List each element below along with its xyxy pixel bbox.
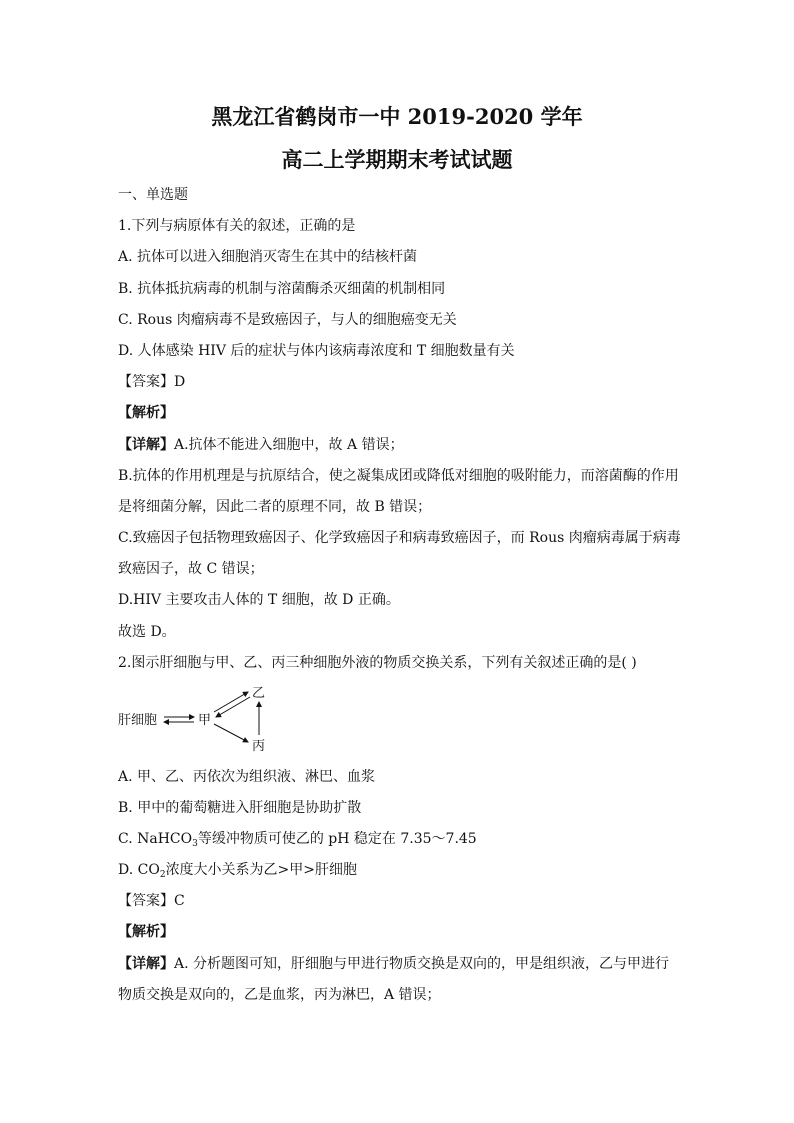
q2-detail-tag: 【详解】 [118,956,174,972]
q1-detail-b1: B.抗体的作用机理是与抗原结合，使之凝集成团或降低对细胞的吸附能力，而溶菌酶的作用 [118,468,679,484]
q2-option-b: B. 甲中的葡萄糖进入肝细胞是协助扩散 [118,800,362,816]
q2-analysis: 【解析】 [118,924,174,940]
q2-option-d-pre: D. CO [118,862,160,878]
q2-option-c-sub: 3 [192,839,198,849]
diagram-label-yi: 乙 [252,686,266,701]
q1-detail-d: D.HIV 主要攻击人体的 T 细胞，故 D 正确。 [118,592,400,608]
diagram-label-bing: 丙 [252,739,266,754]
diagram-label-jia: 甲 [198,713,212,728]
arrow-yi-to-jia [216,697,250,717]
q1-stem: 1.下列与病原体有关的叙述，正确的是 [118,218,356,234]
exchange-diagram [116,684,286,754]
arrow-jia-to-bing [214,724,248,742]
diagram-label-liver: 肝细胞 [118,713,158,728]
q1-option-c: C. Rous 肉瘤病毒不是致癌因子，与人的细胞癌变无关 [118,312,457,328]
q1-analysis: 【解析】 [118,405,174,421]
q2-stem: 2.图示肝细胞与甲、乙、丙三种细胞外液的物质交换关系，下列有关叙述正确的是( ) [118,655,637,671]
q2-option-d-sub: 2 [159,870,166,880]
q1-option-a: A. 抗体可以进入细胞消灭寄生在其中的结核杆菌 [118,249,418,265]
arrow-jia-to-yi [214,692,248,712]
q1-detail-b2: 是将细菌分解，因此二者的原理不同，故 B 错误； [118,499,432,515]
q2-option-a: A. 甲、乙、丙依次为组织液、淋巴、血浆 [118,769,376,785]
q1-detail-tag: 【详解】 [118,437,174,453]
q1-option-d: D. 人体感染 HIV 后的症状与体内该病毒浓度和 T 细胞数量有关 [118,343,515,359]
q2-detail-2: 物质交换是双向的，乙是血浆，丙为淋巴，A 错误； [118,987,441,1003]
q2-option-c-pre: C. NaHCO [118,831,193,847]
q2-answer: 【答案】C [118,893,185,909]
section-heading: 一、单选题 [118,187,188,203]
q2-option-d [118,861,357,879]
q2-detail-1-text: A. 分析题图可知，肝细胞与甲进行物质交换是双向的，甲是组织液，乙与甲进行 [174,956,670,972]
page-title-line1: 黑龙江省鹤岗市一中 2019-2020 学年 [211,104,583,129]
q2-option-d-post: 浓度大小关系为乙>甲>肝细胞 [165,862,358,878]
q1-detail-a-text: A.抗体不能进入细胞中，故 A 错误； [174,437,404,453]
q1-option-b: B. 抗体抵抗病毒的机制与溶菌酶杀灭细菌的机制相同 [118,281,446,297]
q1-detail-c2: 致癌因子，故 C 错误； [118,561,264,577]
q1-detail-c1: C.致癌因子包括物理致癌因子、化学致癌因子和病毒致癌因子，而 Rous 肉瘤病毒属于病毒 [118,530,681,546]
q1-detail-a [118,436,404,454]
q2-option-c-post: 等缓冲物质可使乙的 pH 稳定在 7.35～7.45 [197,831,477,847]
q1-answer: 【答案】D [118,374,186,390]
q2-option-c [118,830,477,848]
q2-detail-1 [118,955,669,973]
q1-conclusion: 故选 D。 [118,624,176,640]
page-title-line2: 高二上学期期末考试试题 [281,147,513,172]
